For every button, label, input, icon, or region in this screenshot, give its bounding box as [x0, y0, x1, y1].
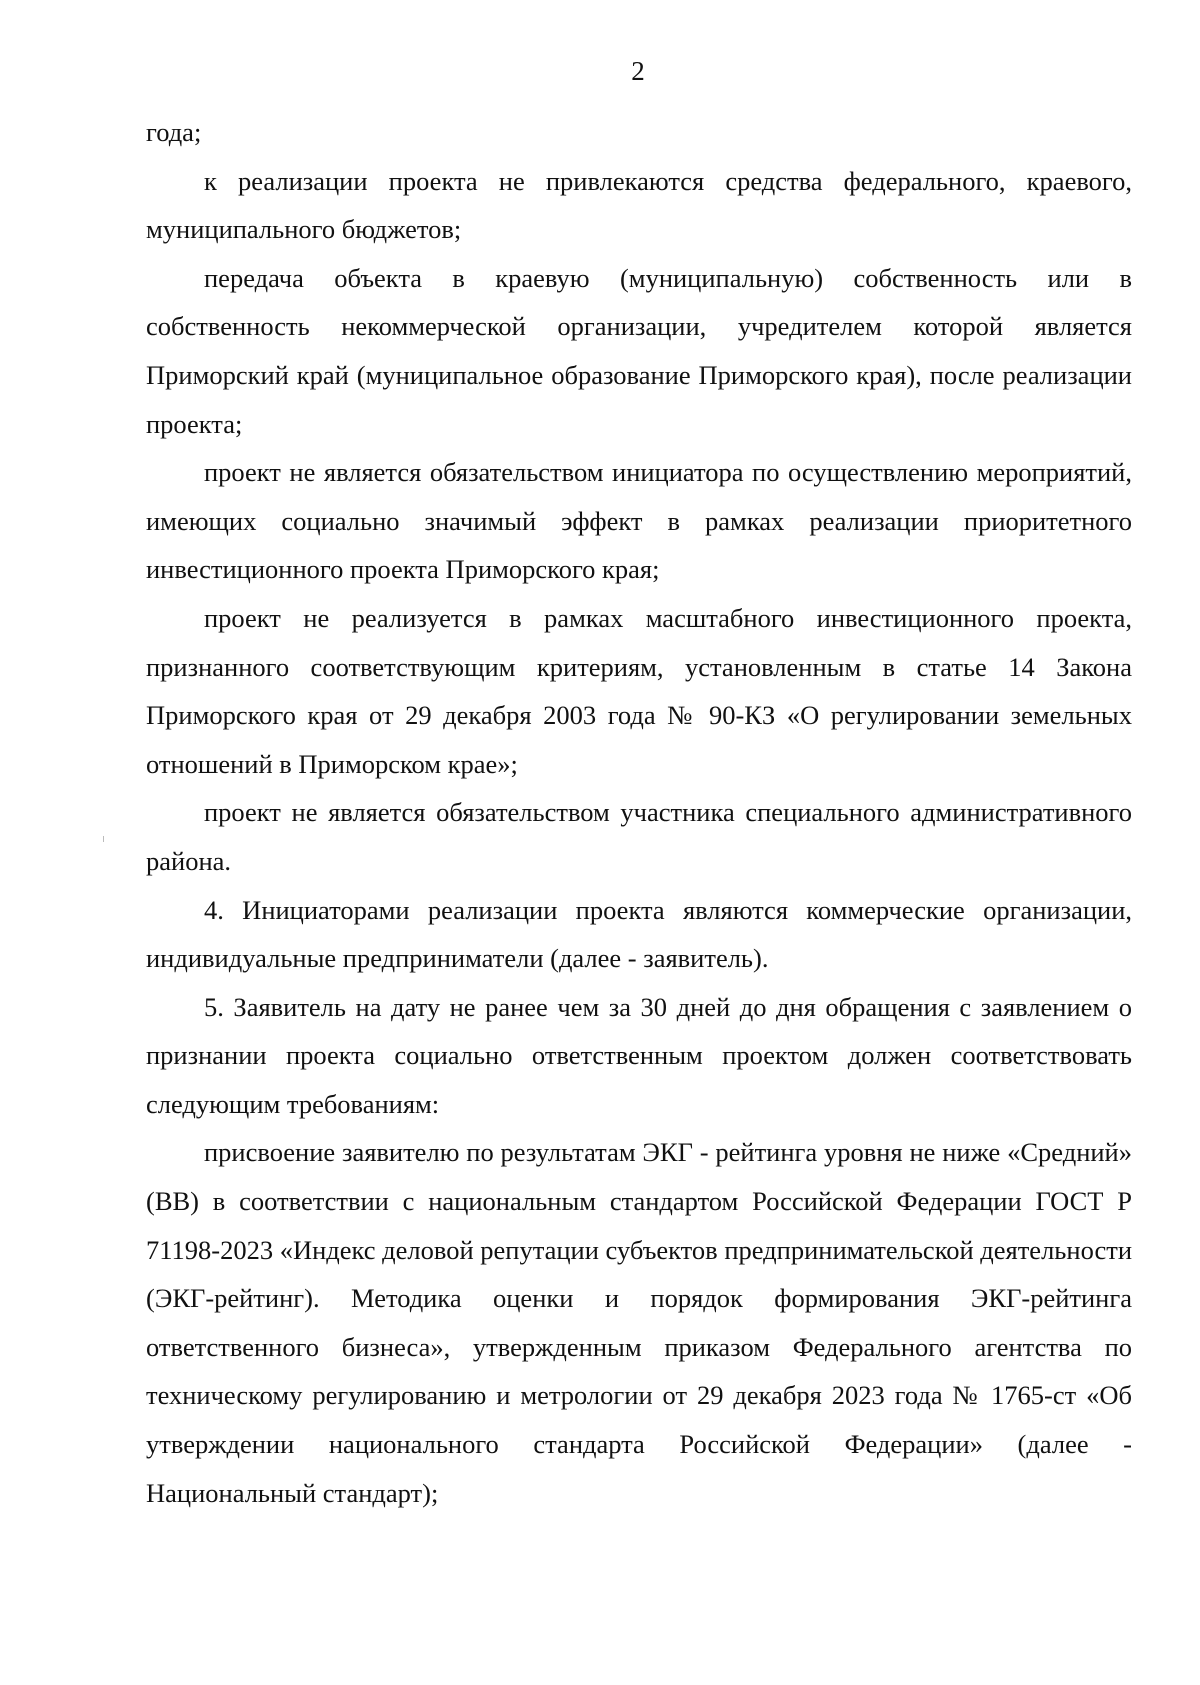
paragraph-8: 5. Заявитель на дату не ранее чем за 30 дней до дня обращения с заявлением о признании проекта социально ответственным проектом должен соответствовать следующим требованиям:: [146, 991, 1132, 1119]
paragraph-1: года;: [146, 117, 202, 147]
paragraph-5: проект не реализуется в рамках масштабного инвестиционного проекта, признанного соответствующим критериям, установленным в статье 14 Закона Приморского края от 29 декабря 2003 года № 90-КЗ «О регулировании земельных отношений в Приморском крае»;: [146, 602, 1132, 779]
paragraph-6: проект не является обязательством участника специального административного района.: [146, 797, 1132, 876]
paragraph-7: 4. Инициаторами реализации проекта являются коммерческие организации, индивидуальные предприниматели (далее - заявитель).: [146, 894, 1132, 974]
paragraph-9: присвоение заявителю по результатам ЭКГ - рейтинга уровня не ниже «Средний» (BB) в соответствии с национальным стандартом Российской Федерации ГОСТ Р 71198-2023 «Индекс деловой репутации субъектов предпринимательской деятельности (ЭКГ-рейтинг). Методика оценки и порядок формирования ЭКГ-рейтинга ответственного бизнеса», утвержденным приказом Федерального агентства по техническому регулированию и метрологии от 29 декабря 2023 года № 1765-ст «Об утверждении национального стандарта Российской Федерации» (далее - Национальный стандарт);: [146, 1137, 1132, 1508]
paragraph-3: передача объекта в краевую (муниципальную) собственность или в собственность некоммерческой организации, учредителем которой является Приморский край (муниципальное образование Приморского края), после реализации проекта;: [146, 262, 1132, 439]
page-number: 2: [631, 56, 645, 86]
paragraph-4: проект не является обязательством инициатора по осуществлению мероприятий, имеющих социально значимый эффект в рамках реализации приоритетного инвестиционного проекта Приморского края;: [146, 457, 1132, 585]
margin-mark: [103, 836, 104, 842]
paragraph-2: к реализации проекта не привлекаются средства федерального, краевого, муниципального бюджетов;: [146, 165, 1132, 245]
document-body: [146, 108, 1132, 1517]
